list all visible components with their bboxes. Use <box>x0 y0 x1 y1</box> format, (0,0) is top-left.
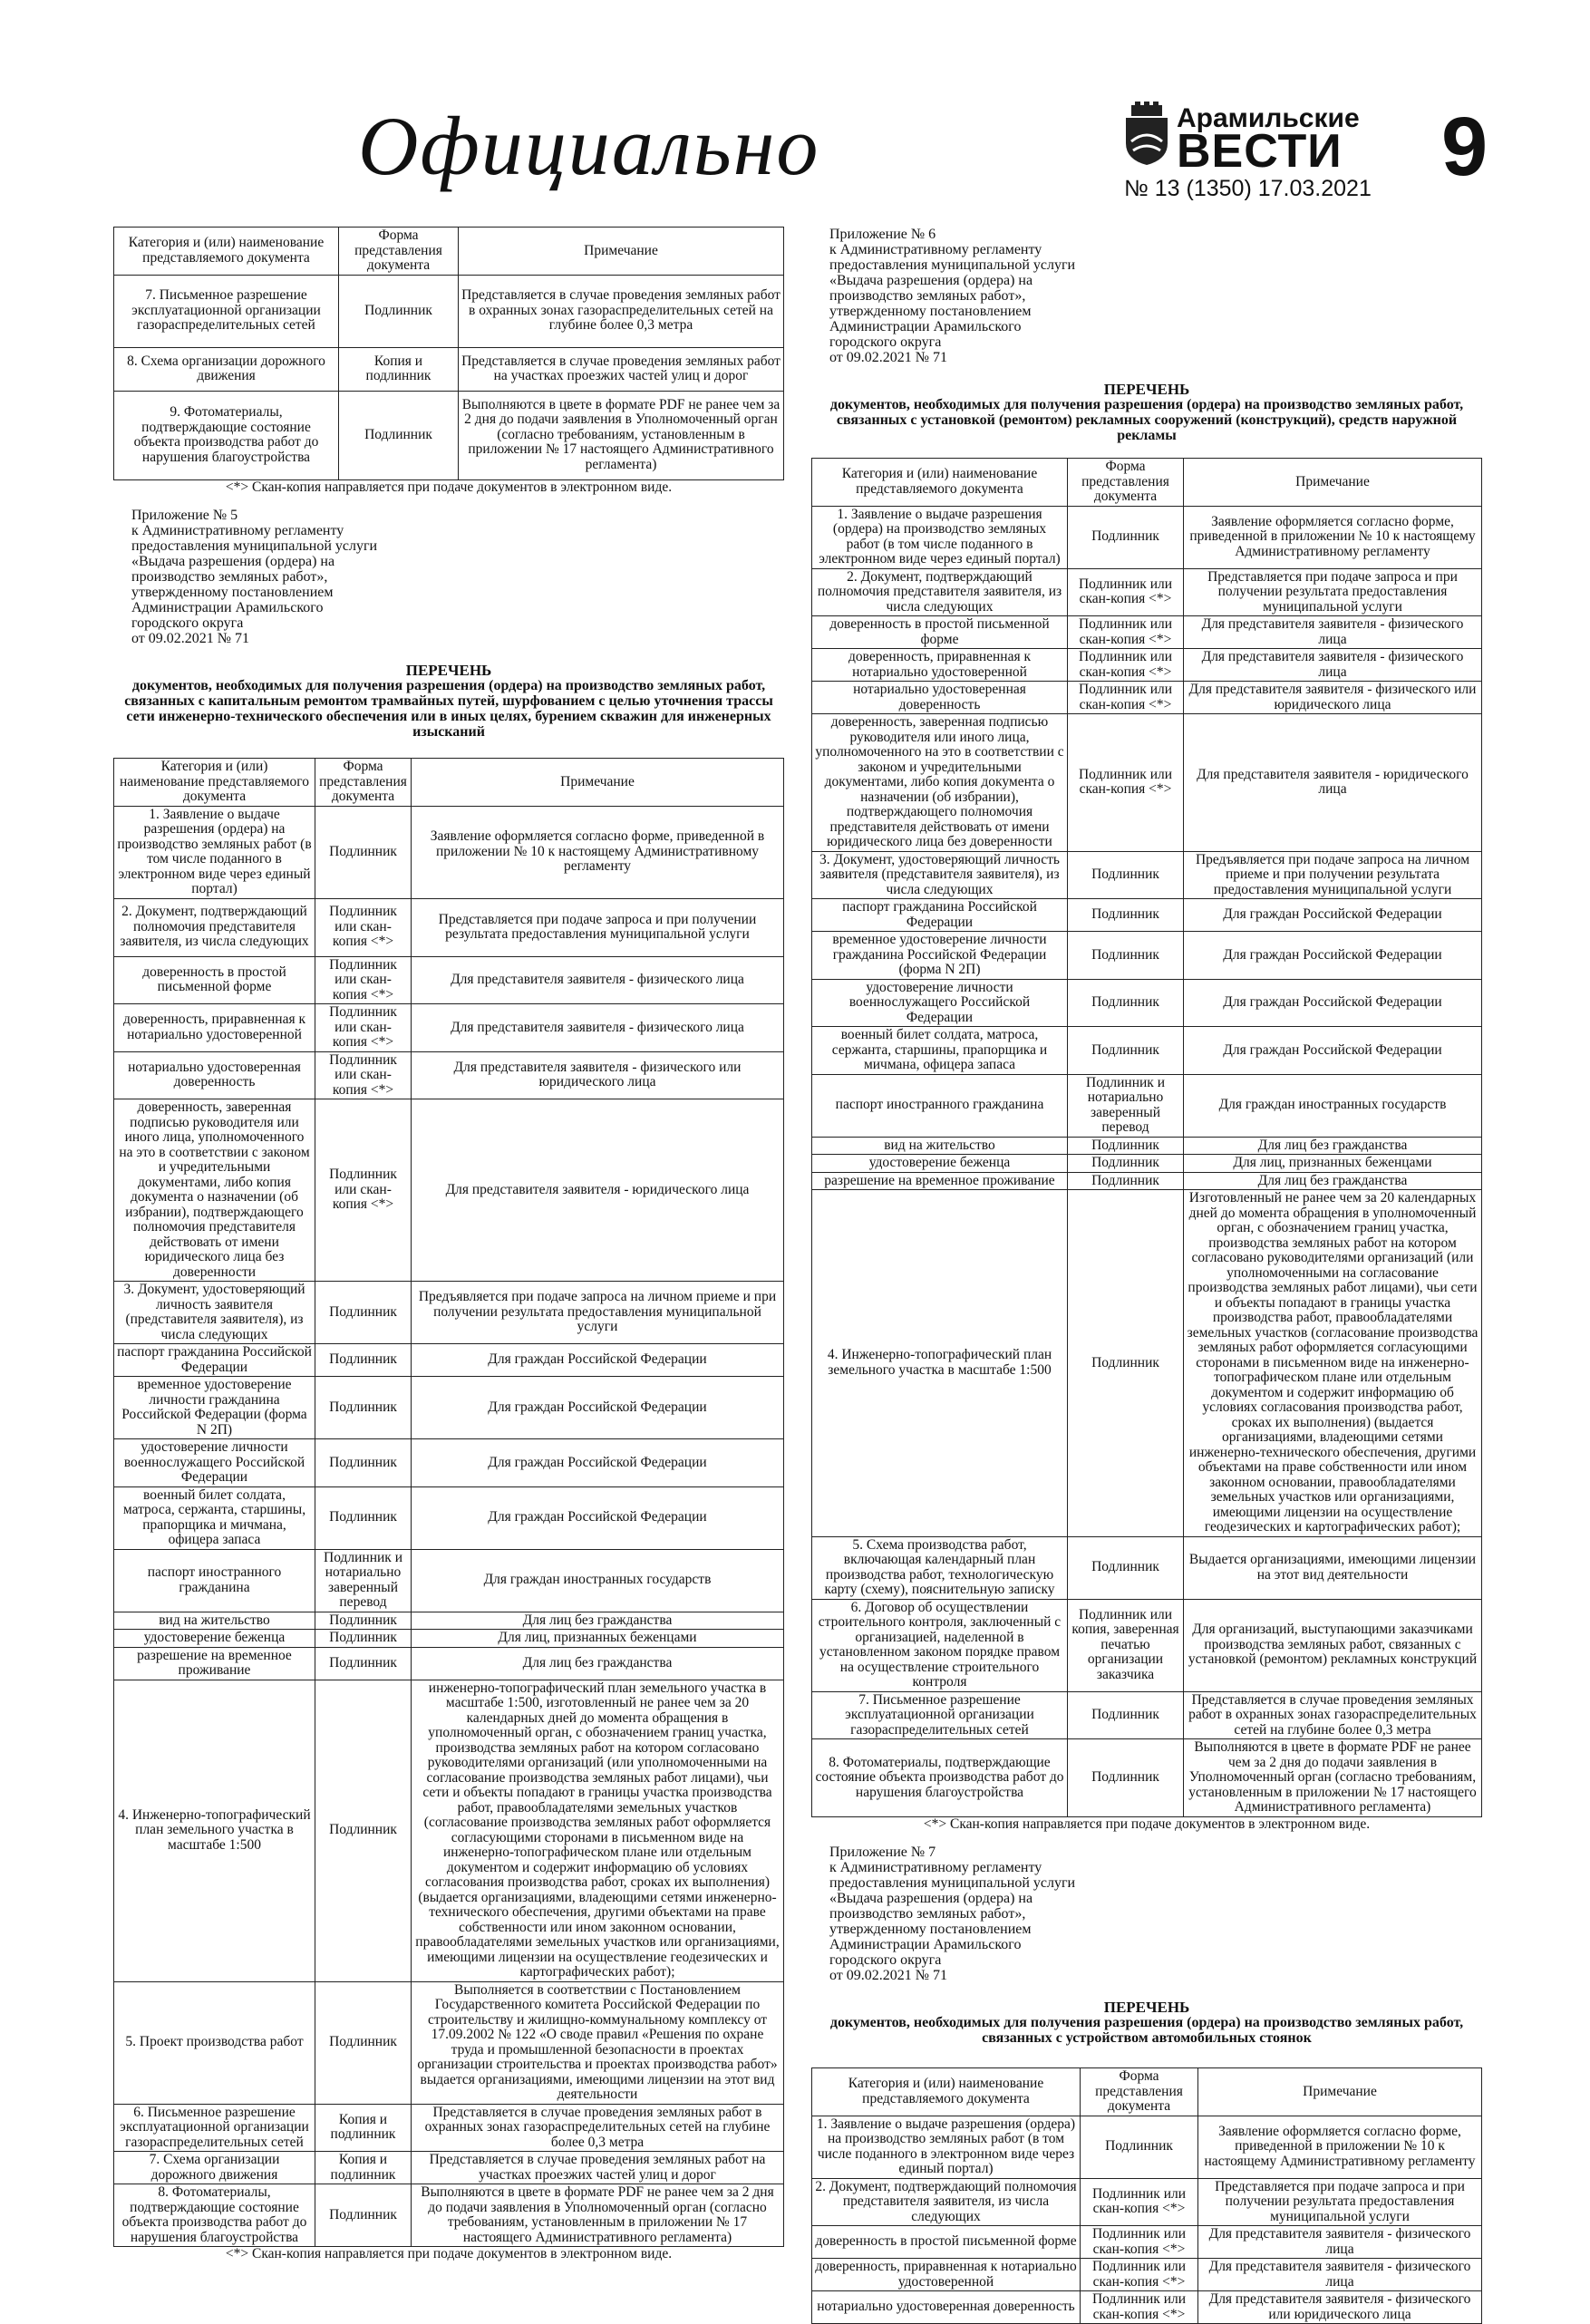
cell-category: 5. Проект производства работ <box>114 1981 315 2104</box>
cell-note: Изготовленный не ранее чем за 20 календарных дней до момента обращения в уполномоченный орган, с обозначением границ участка, производства земляных работ на котором согласовано руководителями организаций (или уполномоченными на согласование производства земляных работ лицами), чьи сети и объекты попадают в границы участка производства работ, правообладателями земельных участков (согласование производства земляных работ оформляется согласующими сторонами в письменном виде на инженерно-топографическом плане или отдельным документом и содержит информацию об условиях согласования производства работ, сроках их выполнения) (выдается организациями, владеющими сетями инженерно-технического обеспечения, другими объектами на праве собственности или ином законном основании, правообладателями земельных участков или организациями, имеющими лицензии на осуществление геодезических и картографических работ); <box>1184 1190 1482 1537</box>
cell-note: Представляется в случае проведения земляных работ в охранных зонах газораспределительных сетей на глубине более 0,3 метра <box>459 275 784 347</box>
cell-category: доверенность в простой письменной форме <box>812 2226 1081 2259</box>
cell-category: военный билет солдата, матроса, сержанта, старшины, прапорщика и мичмана, офицера запаса <box>114 1486 315 1549</box>
cell-note: Для представителя заявителя - юридического лица <box>1184 714 1482 852</box>
cell-category: вид на жительство <box>114 1612 315 1630</box>
table-row <box>114 1630 784 1648</box>
cell-note: Представляется при подаче запроса и при получении результата предоставления муниципальной услуги <box>412 898 784 956</box>
cell-category: военный билет солдата, матроса, сержанта, старшины, прапорщика и мичмана, офицера запаса <box>812 1027 1068 1075</box>
footnote: <*> Скан-копия направляется при подаче документов в электронном виде. <box>225 2246 673 2261</box>
table-row <box>114 275 784 347</box>
cell-form: Подлинник <box>315 1647 412 1680</box>
list-title: ПЕРЕЧЕНЬ <box>1103 381 1190 398</box>
cell-note: Для граждан иностранных государств <box>1184 1074 1482 1137</box>
cell-form: Подлинник <box>1081 2116 1198 2178</box>
cell-form: Подлинник <box>315 1630 412 1648</box>
table-row <box>812 1739 1482 1817</box>
table-row <box>812 899 1482 932</box>
cell-note: Для граждан Российской Федерации <box>1184 1027 1482 1075</box>
cell-form: Подлинник <box>1068 851 1184 899</box>
cell-form: Подлинник или скан-копия <*> <box>1068 568 1184 616</box>
table-row <box>114 2152 784 2184</box>
cell-form: Подлинник <box>1068 1691 1184 1739</box>
cell-note: Выполняется в соответствии с Постановлением Государственного комитета Российской Федерации по строительству и жилищно-коммунальному комплексу от 17.09.2002 № 122 «О своде правил «Решения по охране труда и промышленной безопасности в проектах организации строительства и проектах производства работ» выдается организациями, имеющими лицензии на этот вид деятельности <box>412 1981 784 2104</box>
table-row <box>114 1680 784 1981</box>
left-column <box>113 227 784 2262</box>
col-header-category: Категория и (или) наименование представляемого документа <box>812 459 1068 507</box>
appendix6-text: Приложение № 6 к Административному регламенту предоставления муниципальной услуги «Выдача разрешения (ордера) на производство земляных работ», утвержденному постановлением Администрации Арамильского городского округа от 09.02.2021 № 71 <box>829 227 1076 365</box>
issue-number: № 13 (1350) 17.03.2021 <box>1124 176 1372 201</box>
table-row <box>812 1190 1482 1537</box>
cell-form: Подлинник <box>1068 1190 1184 1537</box>
cell-category: удостоверение беженца <box>812 1155 1068 1173</box>
cell-category: 5. Схема производства работ, включающая календарный план производства работ, технологическую карту (схему), пояснительную записку <box>812 1536 1068 1599</box>
list-title: ПЕРЕЧЕНЬ <box>405 662 492 679</box>
cell-form: Подлинник или скан-копия <*> <box>315 1099 412 1282</box>
cell-note: Для лиц без гражданства <box>1184 1172 1482 1190</box>
footnote: <*> Скан-копия направляется при подаче документов в электронном виде. <box>225 479 673 495</box>
table-row <box>812 568 1482 616</box>
table-appendix6 <box>811 458 1482 1817</box>
table-row <box>114 1612 784 1630</box>
table-row <box>812 649 1482 682</box>
appendix6-heading <box>811 382 1482 443</box>
cell-note: Для представителя заявителя - физического лица <box>412 956 784 1004</box>
cell-form: Подлинник или скан-копия <*> <box>1081 2291 1198 2324</box>
section-title: Официально <box>358 100 820 192</box>
cell-form: Подлинник <box>315 806 412 898</box>
table-appendix5 <box>113 758 784 2247</box>
list-subtitle: документов, необходимых для получения разрешения (ордера) на производство земляных работ, связанных с установкой (ремонтом) рекламных сооружений (конструкций), средств наружной рекламы <box>829 397 1464 443</box>
cell-form: Подлинник <box>1068 1155 1184 1173</box>
cell-form: Подлинник <box>1068 1739 1184 1817</box>
cell-form: Подлинник <box>315 1377 412 1439</box>
cell-note: Представляется при подаче запроса и при получении результата предоставления муниципальной услуги <box>1184 568 1482 616</box>
cell-form: Подлинник или скан-копия <*> <box>1068 649 1184 682</box>
cell-note: Для граждан Российской Федерации <box>412 1344 784 1377</box>
appendix5-text: Приложение № 5 к Административному регламенту предоставления муниципальной услуги «Выдача разрешения (ордера) на производство земляных работ», утвержденному постановлением Администрации Арамильского городского округа от 09.02.2021 № 71 <box>131 508 378 646</box>
cell-note: Для граждан Российской Федерации <box>412 1377 784 1439</box>
table-row <box>114 956 784 1004</box>
table-row <box>114 1282 784 1344</box>
cell-category: доверенность, приравненная к нотариально удостоверенной <box>114 1004 315 1052</box>
cell-category: 4. Инженерно-топографический план земельного участка в масштабе 1:500 <box>812 1190 1068 1537</box>
cell-category: 2. Документ, подтверждающий полномочия представителя заявителя, из числа следующих <box>812 568 1068 616</box>
cell-category: доверенность, приравненная к нотариально удостоверенной <box>812 649 1068 682</box>
cell-note: Заявление оформляется согласно форме, приведенной в приложении № 10 к настоящему Административному регламенту <box>412 806 784 898</box>
table-row <box>812 932 1482 980</box>
cell-category: 1. Заявление о выдаче разрешения (ордера) на производство земляных работ (в том числе поданного в электронном виде через единый портал) <box>812 2116 1081 2178</box>
cell-category: доверенность в простой письменной форме <box>812 616 1068 649</box>
cell-note: Для граждан Российской Федерации <box>1184 932 1482 980</box>
table-row <box>114 1549 784 1612</box>
table-row <box>114 898 784 956</box>
col-header-category: Категория и (или) наименование представляемого документа <box>114 228 339 276</box>
cell-category: 7. Схема организации дорожного движения <box>114 2152 315 2184</box>
table-row <box>114 1486 784 1549</box>
table-row <box>114 1439 784 1487</box>
table-row <box>114 1004 784 1052</box>
cell-category: вид на жительство <box>812 1137 1068 1155</box>
cell-category: разрешение на временное проживание <box>114 1647 315 1680</box>
cell-note: Для представителя заявителя - физического лица <box>1184 616 1482 649</box>
cell-category: 8. Схема организации дорожного движения <box>114 347 339 391</box>
cell-note: Для организаций, выступающими заказчиками производства земляных работ, связанных с установкой (ремонтом) рекламных конструкций <box>1184 1599 1482 1691</box>
table-row <box>812 2116 1482 2178</box>
cell-category: доверенность, приравненная к нотариально удостоверенной <box>812 2259 1081 2291</box>
cell-form: Подлинник или скан-копия <*> <box>315 1051 412 1099</box>
cell-form: Подлинник или скан-копия <*> <box>1081 2259 1198 2291</box>
cell-form: Подлинник <box>1068 932 1184 980</box>
table-row <box>812 714 1482 852</box>
cell-note: Представляется в случае проведения земляных работ на участках проезжих частей улиц и дорог <box>459 347 784 391</box>
cell-category: временное удостоверение личности гражданина Российской Федерации (форма N 2П) <box>114 1377 315 1439</box>
cell-note: Выполняются в цвете в формате PDF не ранее чем за 2 дня до подачи заявления в Уполномоченный орган (согласно требованиям, установленным в приложении № 17 настоящего Административного регламента) <box>412 2184 784 2247</box>
cell-note: Для представителя заявителя - физического лица <box>1198 2259 1482 2291</box>
cell-category: доверенность, заверенная подписью руководителя или иного лица, уполномоченного на это в соответствии с законом и учредительными документами, либо копия документа о назначении (об избрании), подтверждающего полномочия представителя действовать от имени юридического лица без доверенности <box>114 1099 315 1282</box>
cell-category: 9. Фотоматериалы, подтверждающие состояние объекта производства работ до нарушения благоустройства <box>114 391 339 479</box>
cell-category: паспорт гражданина Российской Федерации <box>114 1344 315 1377</box>
cell-category: 6. Письменное разрешение эксплуатационной организации газораспределительных сетей <box>114 2104 315 2152</box>
cell-note: Предъявляется при подаче запроса на личном приеме и при получении результата предоставления муниципальной услуги <box>412 1282 784 1344</box>
cell-category: 4. Инженерно-топографический план земельного участка в масштабе 1:500 <box>114 1680 315 1981</box>
table-row <box>114 347 784 391</box>
table-row <box>114 1981 784 2104</box>
table-row <box>812 1172 1482 1190</box>
logo-line1: Арамильские <box>1177 103 1360 133</box>
cell-category: 2. Документ, подтверждающий полномочия представителя заявителя, из числа следующих <box>812 2178 1081 2226</box>
col-header-note: Примечание <box>459 228 784 276</box>
coat-of-arms-icon <box>1122 102 1171 167</box>
newspaper-logo <box>1122 98 1360 178</box>
cell-form: Подлинник <box>1068 1137 1184 1155</box>
cell-category: удостоверение беженца <box>114 1630 315 1648</box>
table-row <box>812 979 1482 1027</box>
cell-form: Подлинник или копия, заверенная печатью организации заказчика <box>1068 1599 1184 1691</box>
footnote: <*> Скан-копия направляется при подаче документов в электронном виде. <box>923 1816 1371 1832</box>
cell-note: Для представителя заявителя - физического лица <box>412 1004 784 1052</box>
cell-note: Выдается организациями, имеющими лицензии на этот вид деятельности <box>1184 1536 1482 1599</box>
cell-note: Для граждан Российской Федерации <box>1184 979 1482 1027</box>
cell-form: Подлинник <box>1068 979 1184 1027</box>
col-header-note: Примечание <box>1198 2068 1482 2116</box>
cell-category: 8. Фотоматериалы, подтверждающие состояние объекта производства работ до нарушения благоустройства <box>812 1739 1068 1817</box>
cell-form: Подлинник или скан-копия <*> <box>315 1004 412 1052</box>
appendix5-heading <box>113 663 784 740</box>
cell-category: нотариально удостоверенная доверенность <box>114 1051 315 1099</box>
cell-form: Подлинник или скан-копия <*> <box>1068 682 1184 714</box>
table-row <box>812 1599 1482 1691</box>
cell-note: Для граждан иностранных государств <box>412 1549 784 1612</box>
table-row <box>812 1155 1482 1173</box>
cell-form: Подлинник <box>315 1486 412 1549</box>
cell-form: Подлинник <box>315 1680 412 1981</box>
cell-note: Заявление оформляется согласно форме, приведенной в приложении № 10 к настоящему Административному регламенту <box>1198 2116 1482 2178</box>
appendix7-text: Приложение № 7 к Административному регламенту предоставления муниципальной услуги «Выдача разрешения (ордера) на производство земляных работ», утвержденному постановлением Администрации Арамильского городского округа от 09.02.2021 № 71 <box>829 1845 1076 1983</box>
table-appendix7 <box>811 2067 1482 2324</box>
cell-note: Выполняются в цвете в формате PDF не ранее чем за 2 дня до подачи заявления в Уполномоченный орган (согласно требованиям, установленным в приложении № 17 настоящего Административного регламента) <box>1184 1739 1482 1817</box>
cell-category: 6. Договор об осуществлении строительного контроля, заключенный с организацией, наделенной в установленном законом порядке правом на осуществление строительного контроля <box>812 1599 1068 1691</box>
cell-note: Для лиц, признанных беженцами <box>1184 1155 1482 1173</box>
right-column <box>811 227 1482 2324</box>
col-header-form: Форма представления документа <box>1068 459 1184 507</box>
cell-form: Подлинник <box>315 1282 412 1344</box>
cell-form: Подлинник <box>339 391 459 479</box>
cell-category: нотариально удостоверенная доверенность <box>812 2291 1081 2324</box>
table-row <box>812 1137 1482 1155</box>
cell-category: доверенность в простой письменной форме <box>114 956 315 1004</box>
cell-note: Представляется в случае проведения земляных работ в охранных зонах газораспределительных сетей на глубине более 0,3 метра <box>412 2104 784 2152</box>
cell-form: Копия и подлинник <box>315 2152 412 2184</box>
cell-form: Подлинник и нотариально заверенный перевод <box>1068 1074 1184 1137</box>
cell-form: Подлинник <box>1068 1172 1184 1190</box>
table-row <box>812 682 1482 714</box>
cell-note: инженерно-топографический план земельного участка в масштабе 1:500, изготовленный не ранее чем за 20 календарных дней до момента обращения в уполномоченный орган, с обозначением границ участка, производства земляных работ на котором согласовано руководителями организаций (или уполномоченными на согласование производства земляных работ лицами), чьи сети и объекты попадают в границы участка производства работ, правообладателями земельных участков (согласование производства земляных работ оформляется согласующими сторонами в письменном виде на инженерно-топографическом плане или отдельным документом и содержит информацию об условиях согласования производства работ, сроках их выполнения) (выдается организациями, владеющими сетями инженерно-технического обеспечения, другими объектами на праве собственности или ином законном основании, правообладателями земельных участков или организациями, имеющими лицензии на осуществление геодезических и картографических работ); <box>412 1680 784 1981</box>
cell-form: Подлинник или скан-копия <*> <box>1068 714 1184 852</box>
cell-form: Подлинник <box>315 2184 412 2247</box>
cell-form: Подлинник или скан-копия <*> <box>315 898 412 956</box>
logo-line2: ВЕСТИ <box>1177 125 1343 178</box>
cell-category: удостоверение личности военнослужащего Российской Федерации <box>812 979 1068 1027</box>
table-row <box>812 2259 1482 2291</box>
cell-note: Для лиц без гражданства <box>412 1612 784 1630</box>
cell-note: Для граждан Российской Федерации <box>412 1486 784 1549</box>
cell-note: Для представителя заявителя - физического или юридического лица <box>412 1051 784 1099</box>
cell-note: Для лиц без гражданства <box>412 1647 784 1680</box>
table-row <box>114 1647 784 1680</box>
cell-note: Предъявляется при подаче запроса на личном приеме и при получении результата предоставления муниципальной услуги <box>1184 851 1482 899</box>
table-row <box>114 391 784 479</box>
table-row <box>812 1027 1482 1075</box>
col-header-note: Примечание <box>1184 459 1482 507</box>
cell-note: Для граждан Российской Федерации <box>1184 899 1482 932</box>
cell-category: 8. Фотоматериалы, подтверждающие состояние объекта производства работ до нарушения благоустройства <box>114 2184 315 2247</box>
table-row <box>114 806 784 898</box>
cell-form: Подлинник <box>339 275 459 347</box>
table-row <box>812 2226 1482 2259</box>
cell-note: Для представителя заявителя - физического лица <box>1198 2226 1482 2259</box>
table-row <box>114 1051 784 1099</box>
cell-note: Для представителя заявителя - физического или юридического лица <box>1184 682 1482 714</box>
cell-form: Подлинник <box>1068 506 1184 568</box>
cell-note: Представляется в случае проведения земляных работ в охранных зонах газораспределительных сетей на глубине более 0,3 метра <box>1184 1691 1482 1739</box>
col-header-category: Категория и (или) наименование представляемого документа <box>114 759 315 807</box>
table-row <box>812 616 1482 649</box>
col-header-form: Форма представления документа <box>1081 2068 1198 2116</box>
cell-form: Копия и подлинник <box>315 2104 412 2152</box>
cell-note: Для лиц, признанных беженцами <box>412 1630 784 1648</box>
cell-category: нотариально удостоверенная доверенность <box>812 682 1068 714</box>
table-row <box>812 1536 1482 1599</box>
table-row <box>114 2184 784 2247</box>
list-subtitle: документов, необходимых для получения разрешения (ордера) на производство земляных работ, связанных с устройством автомобильных стоянок <box>829 2015 1464 2046</box>
list-subtitle: документов, необходимых для получения разрешения (ордера) на производство земляных работ, связанных с капитальным ремонтом трамвайных путей, шурфованием с целью уточнения трассы сети инженерно-технического обеспечения или в иных целях, бурением скважин для инженерных изысканий <box>124 678 773 740</box>
cell-form: Подлинник <box>315 1439 412 1487</box>
cell-form: Подлинник <box>1068 1027 1184 1075</box>
table-top-left <box>113 227 784 480</box>
cell-form: Подлинник или скан-копия <*> <box>1081 2178 1198 2226</box>
cell-category: паспорт гражданина Российской Федерации <box>812 899 1068 932</box>
table-row <box>114 1377 784 1439</box>
cell-category: паспорт иностранного гражданина <box>812 1074 1068 1137</box>
table-row <box>812 1074 1482 1137</box>
cell-form: Подлинник <box>1068 1536 1184 1599</box>
cell-form: Подлинник <box>315 1612 412 1630</box>
cell-form: Подлинник <box>1068 899 1184 932</box>
cell-note: Для лиц без гражданства <box>1184 1137 1482 1155</box>
table-row <box>812 506 1482 568</box>
cell-category: 3. Документ, удостоверяющий личность заявителя (представителя заявителя), из числа следующих <box>114 1282 315 1344</box>
cell-note: Выполняются в цвете в формате PDF не ранее чем за 2 дня до подачи заявления в Уполномоченный орган (согласно требованиям, установленным в приложении № 17 настоящего Административного регламента) <box>459 391 784 479</box>
cell-category: временное удостоверение личности гражданина Российской Федерации (форма N 2П) <box>812 932 1068 980</box>
cell-category: удостоверение личности военнослужащего Российской Федерации <box>114 1439 315 1487</box>
cell-note: Представляется в случае проведения земляных работ на участках проезжих частей улиц и дорог <box>412 2152 784 2184</box>
cell-form: Подлинник <box>315 1344 412 1377</box>
cell-category: паспорт иностранного гражданина <box>114 1549 315 1612</box>
col-header-form: Форма представления документа <box>339 228 459 276</box>
cell-form: Подлинник и нотариально заверенный перевод <box>315 1549 412 1612</box>
cell-form: Подлинник или скан-копия <*> <box>1081 2226 1198 2259</box>
cell-note: Представляется при подаче запроса и при получении результата предоставления муниципальной услуги <box>1198 2178 1482 2226</box>
cell-note: Для граждан Российской Федерации <box>412 1439 784 1487</box>
cell-note: Для представителя заявителя - физического лица <box>1184 649 1482 682</box>
table-row <box>812 1691 1482 1739</box>
table-row <box>114 1099 784 1282</box>
page-number: 9 <box>1441 101 1488 193</box>
cell-form: Подлинник или скан-копия <*> <box>315 956 412 1004</box>
cell-category: 1. Заявление о выдаче разрешения (ордера) на производство земляных работ (в том числе поданного в электронном виде через единый портал) <box>812 506 1068 568</box>
cell-note: Для представителя заявителя - физического или юридического лица <box>1198 2291 1482 2324</box>
cell-category: 3. Документ, удостоверяющий личность заявителя (представителя заявителя), из числа следующих <box>812 851 1068 899</box>
list-title: ПЕРЕЧЕНЬ <box>1103 1999 1190 2016</box>
appendix7-heading <box>811 2000 1482 2046</box>
table-row <box>812 2291 1482 2324</box>
col-header-category: Категория и (или) наименование представляемого документа <box>812 2068 1081 2116</box>
cell-note: Заявление оформляется согласно форме, приведенной в приложении № 10 к настоящему Административному регламенту <box>1184 506 1482 568</box>
cell-form: Подлинник <box>315 1981 412 2104</box>
cell-category: 7. Письменное разрешение эксплуатационной организации газораспределительных сетей <box>114 275 339 347</box>
cell-category: 7. Письменное разрешение эксплуатационной организации газораспределительных сетей <box>812 1691 1068 1739</box>
table-row <box>812 2178 1482 2226</box>
col-header-note: Примечание <box>412 759 784 807</box>
table-row <box>812 851 1482 899</box>
table-row <box>114 2104 784 2152</box>
cell-category: доверенность, заверенная подписью руководителя или иного лица, уполномоченного на это в соответствии с законом и учредительными документами, либо копия документа о назначении (об избрании), подтверждающего полномочия представителя действовать от имени юридического лица без доверенности <box>812 714 1068 852</box>
cell-category: разрешение на временное проживание <box>812 1172 1068 1190</box>
cell-category: 2. Документ, подтверждающий полномочия представителя заявителя, из числа следующих <box>114 898 315 956</box>
col-header-form: Форма представления документа <box>315 759 412 807</box>
cell-form: Подлинник или скан-копия <*> <box>1068 616 1184 649</box>
cell-form: Копия и подлинник <box>339 347 459 391</box>
cell-category: 1. Заявление о выдаче разрешения (ордера) на производство земляных работ (в том числе поданного в электронном виде через единый портал) <box>114 806 315 898</box>
table-row <box>114 1344 784 1377</box>
cell-note: Для представителя заявителя - юридического лица <box>412 1099 784 1282</box>
